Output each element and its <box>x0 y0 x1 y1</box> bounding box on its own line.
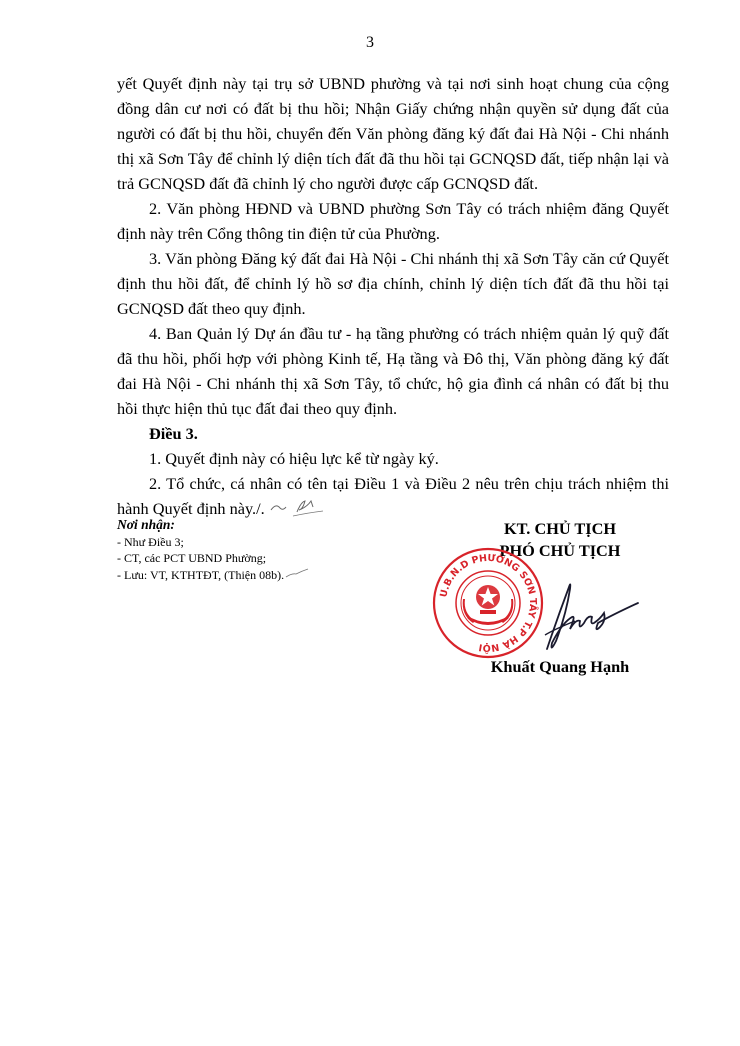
recipients-title: Nơi nhận: <box>117 517 175 532</box>
article-3-item-1: 1. Quyết định này có hiệu lực kể từ ngày ký. <box>149 449 439 468</box>
page-number: 3 <box>366 34 374 51</box>
handwritten-signature <box>525 575 645 660</box>
signer-name: Khuất Quang Hạnh <box>490 657 630 676</box>
paragraph-item-2: 2. Văn phòng HĐND và UBND phường Sơn Tây có trách nhiệm đăng Quyết định này trên Cổng thông tin điện tử của Phường. <box>117 199 669 243</box>
paragraph-item-3: 3. Văn phòng Đăng ký đất đai Hà Nội - Chi nhánh thị xã Sơn Tây căn cứ Quyết định thu hồi đất, để chỉnh lý hồ sơ địa chính, chỉnh lý diện tích đất đã thu hồi tại GCNQSD đất theo quy định. <box>117 249 669 318</box>
recipient-item: - CT, các PCT UBND Phường; <box>117 551 267 565</box>
paragraph-item-4: 4. Ban Quản lý Dự án đầu tư - hạ tầng phường có trách nhiệm quản lý quỹ đất đã thu hồi, phối hợp với phòng Kinh tế, Hạ tầng và Đô thị, Văn phòng đăng ký đất đai Hà Nội - Chi nhánh thị xã Sơn Tây, tổ chức, hộ gia đình cá nhân có đất bị thu hồi thực hiện thủ tục đất đai theo quy định. <box>117 324 669 418</box>
seal-text: U.B.N.D PHƯỜNG SƠN TÂY T.P HÀ NỘI <box>438 552 539 654</box>
document-body <box>117 71 669 521</box>
recipients-block <box>117 517 377 583</box>
signature-title-line-1: KT. CHỦ TỊCH <box>503 519 617 538</box>
handwritten-mark <box>284 568 310 580</box>
article-3-item-2 <box>117 471 669 521</box>
article-3-heading: Điều 3. <box>149 424 198 443</box>
recipient-item-text: - Lưu: VT, KTHTĐT, (Thiện 08b). <box>117 567 285 582</box>
article-3-item-2-text: 2. Tổ chức, cá nhân có tên tại Điều 1 và Điều 2 nêu trên chịu trách nhiệm thi hành Quyết định này./. <box>117 474 669 518</box>
paragraph-continuation: yết Quyết định này tại trụ sở UBND phường và tại nơi sinh hoạt chung của cộng đồng dân cư nơi có đất bị thu hồi; Nhận Giấy chứng nhận quyền sử dụng đất của người có đất bị thu hồi, chuyển đến Văn phòng đăng ký đất đai Hà Nội - Chi nhánh thị xã Sơn Tây để chỉnh lý diện tích đất đã thu hồi tại GCNQSD đất, tiếp nhận lại và trả GCNQSD đất đã chỉnh lý cho người được cấp GCNQSD đất. <box>117 74 669 193</box>
signature-title-line-2: PHÓ CHỦ TỊCH <box>499 541 621 560</box>
recipient-item <box>117 567 377 584</box>
handwritten-initials <box>269 496 331 518</box>
recipient-item: - Như Điều 3; <box>117 534 184 549</box>
